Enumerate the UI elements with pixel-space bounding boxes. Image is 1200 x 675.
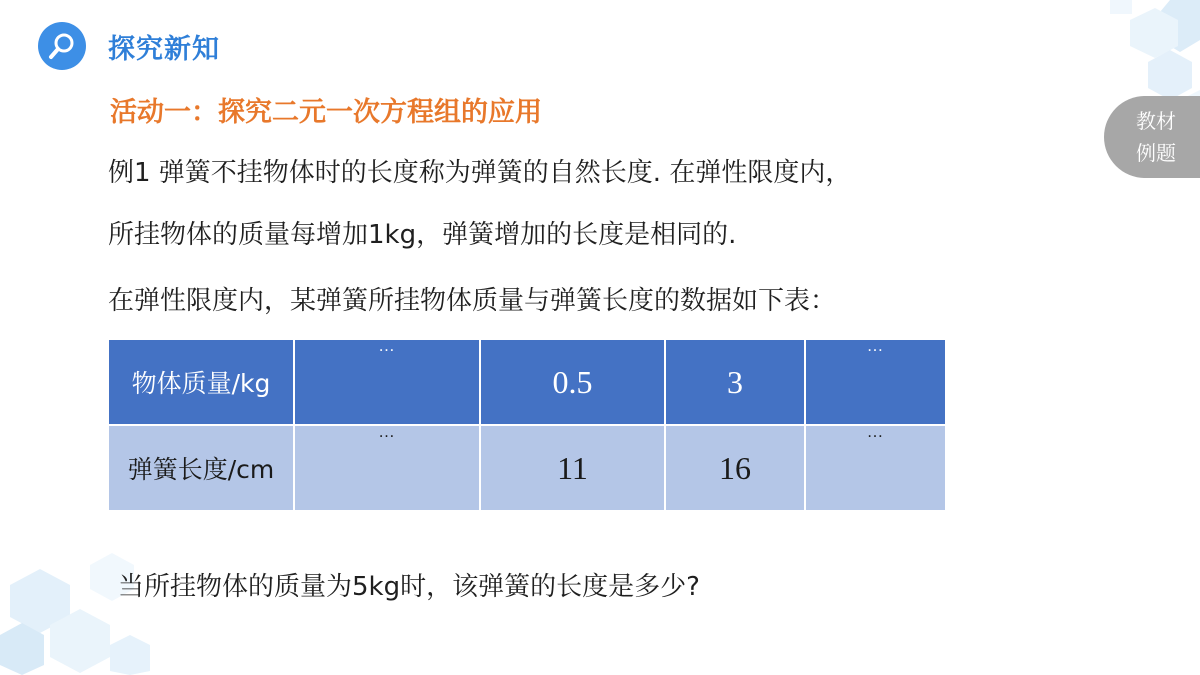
badge-line-2: 例题: [1136, 141, 1176, 165]
table-row-length: [109, 426, 945, 510]
table-cell: 16: [666, 426, 804, 510]
data-table: [107, 338, 947, 512]
section-header: [38, 22, 220, 70]
table-cell: …: [295, 426, 479, 510]
table-row-label: 物体质量/kg: [109, 340, 293, 424]
example-paragraph-1: 例1 弹簧不挂物体时的长度称为弹簧的自然长度. 在弹性限度内，: [108, 158, 852, 188]
table-row-label: 弹簧长度/cm: [109, 426, 293, 510]
table-cell: …: [806, 426, 945, 510]
example-paragraph-2: 所挂物体的质量每增加1kg，弹簧增加的长度是相同的.: [108, 220, 737, 250]
table-cell: 11: [481, 426, 664, 510]
table-cell: 0.5: [481, 340, 664, 424]
table-cell: …: [806, 340, 945, 424]
activity-title: 活动一：探究二元一次方程组的应用: [110, 97, 542, 128]
badge-line-1: 教材: [1136, 109, 1176, 133]
table-cell: …: [295, 340, 479, 424]
table-cell: 3: [666, 340, 804, 424]
magnifier-icon: [38, 22, 86, 70]
example-paragraph-3: 在弹性限度内，某弹簧所挂物体质量与弹簧长度的数据如下表：: [108, 286, 837, 316]
section-title: 探究新知: [108, 33, 220, 65]
table-row-mass: [109, 340, 945, 424]
textbook-example-badge: [1104, 96, 1200, 178]
question-text: 当所挂物体的质量为5kg时，该弹簧的长度是多少?: [118, 572, 700, 602]
